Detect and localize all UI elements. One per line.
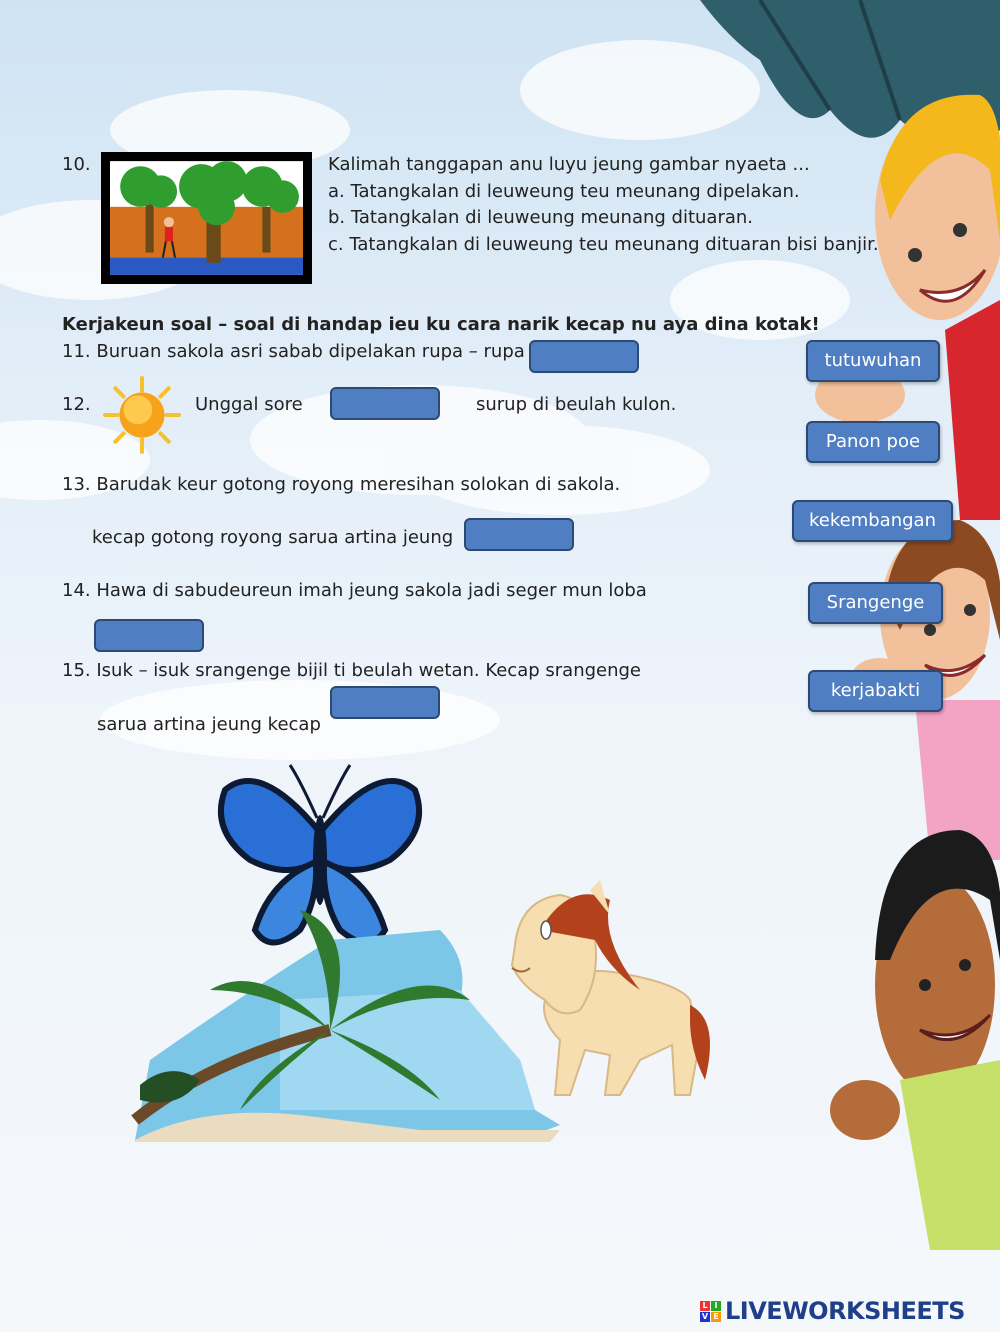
- question-13-line1: 13. Barudak keur gotong royong meresihan solokan di sakola.: [62, 474, 621, 495]
- word-chip-panon-poe[interactable]: Panon poe: [806, 421, 940, 463]
- word-chip-tutuwuhan[interactable]: tutuwuhan: [806, 340, 940, 382]
- instructions-heading: Kerjakeun soal – soal di handap ieu ku cara narik kecap nu aya dina kotak!: [62, 314, 820, 335]
- logo-badge-icon: L I V E: [700, 1301, 721, 1322]
- question-14-text: 14. Hawa di sabudeureun imah jeung sakola jadi seger mun loba: [62, 580, 647, 601]
- liveworksheets-logo: [700, 1296, 995, 1326]
- drop-zone-15[interactable]: [330, 686, 440, 719]
- brand-text: LIVEWORKSHEETS: [725, 1297, 965, 1325]
- drop-zone-11[interactable]: [529, 340, 639, 373]
- option-a: a. Tatangkalan di leuweung teu meunang dipelakan.: [328, 180, 800, 202]
- drop-zone-13[interactable]: [464, 518, 574, 551]
- question-12-number: 12.: [62, 394, 91, 415]
- question-12-before: Unggal sore: [195, 394, 303, 415]
- beach-illustration: [135, 910, 560, 1142]
- question-15-line1: 15. Isuk – isuk srangenge bijil ti beulah wetan. Kecap srangenge: [62, 660, 642, 681]
- word-chip-srangenge[interactable]: Srangenge: [808, 582, 943, 624]
- drop-zone-14[interactable]: [94, 619, 204, 652]
- question-11-text: 11. Buruan sakola asri sabab dipelakan rupa – rupa: [62, 341, 525, 362]
- question-13-line2: kecap gotong royong sarua artina jeung: [92, 527, 454, 548]
- forest-picture: [101, 152, 312, 284]
- question-10-prompt: Kalimah tanggapan anu luyu jeung gambar nyaeta ...: [328, 154, 810, 175]
- question-12-after: surup di beulah kulon.: [476, 394, 677, 415]
- sun-icon: [101, 374, 183, 456]
- question-15-line2: sarua artina jeung kecap: [97, 714, 321, 735]
- drop-zone-12[interactable]: [330, 387, 440, 420]
- horse-illustration: [512, 880, 710, 1095]
- word-chip-kerjabakti[interactable]: kerjabakti: [808, 670, 943, 712]
- option-b: b. Tatangkalan di leuweung meunang dituaran.: [328, 207, 754, 228]
- question-10-text: [328, 154, 879, 256]
- butterfly-illustration: [221, 765, 419, 943]
- word-chip-kekembangan[interactable]: kekembangan: [792, 500, 953, 542]
- question-10-number: 10.: [62, 154, 91, 175]
- option-c: c. Tatangkalan di leuweung teu meunang dituaran bisi banjir.: [328, 233, 879, 255]
